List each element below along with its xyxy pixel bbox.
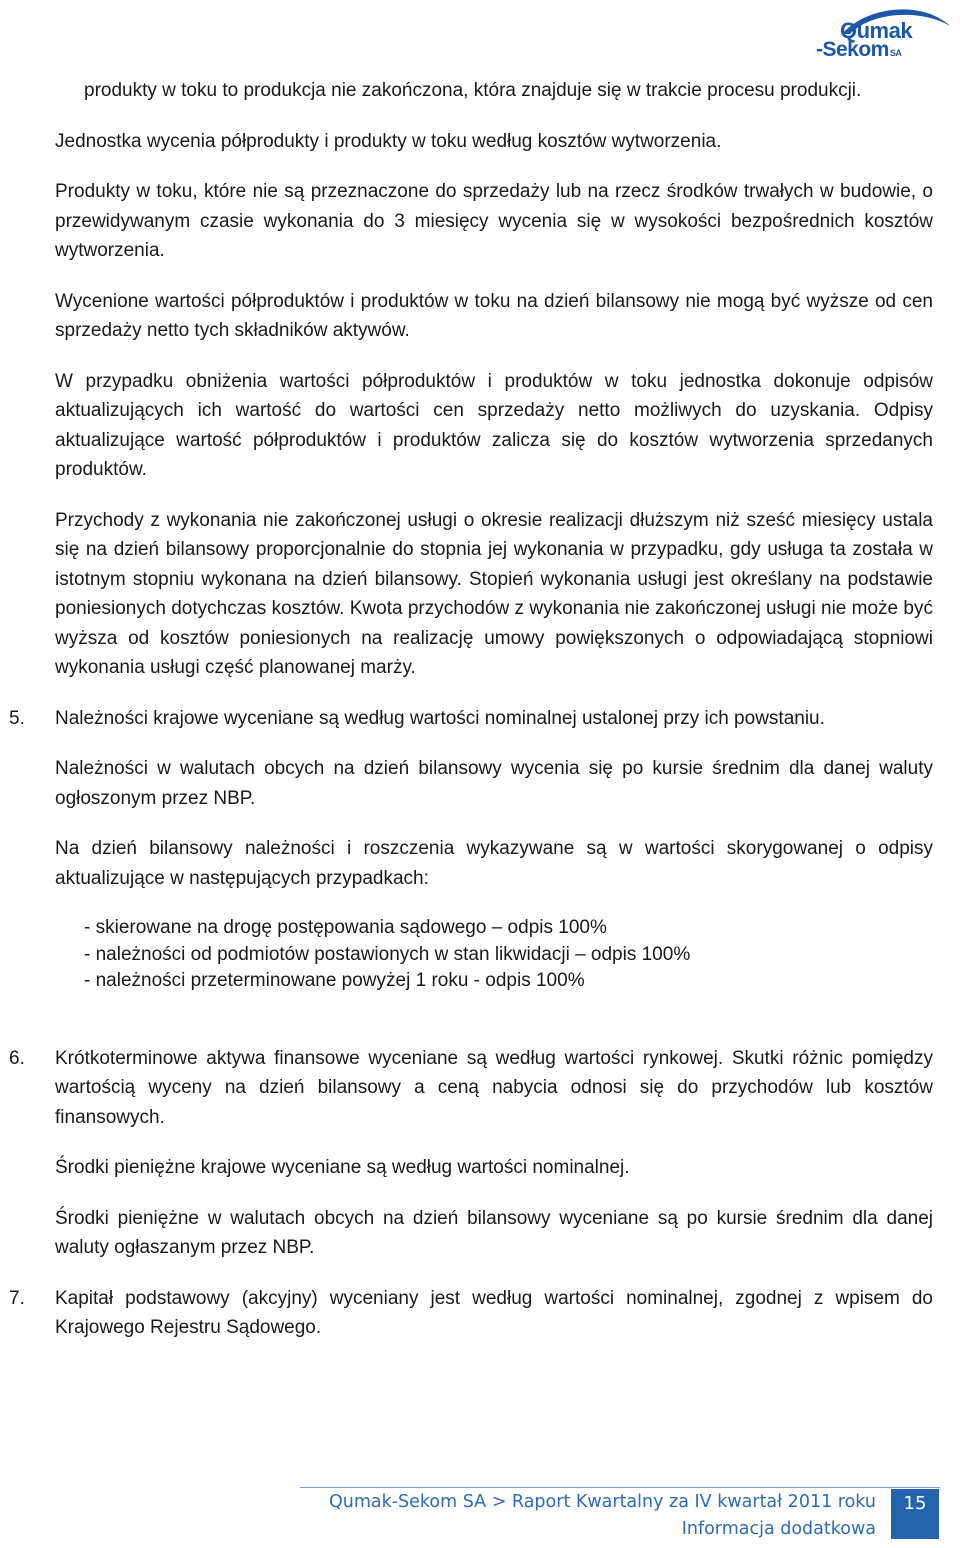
footer-divider xyxy=(300,1487,940,1488)
section-6-cash-domestic: Środki pieniężne krajowe wyceniane są według wartości nominalnej. xyxy=(55,1157,630,1178)
section-5-number: 5. xyxy=(9,707,25,729)
paragraph-valuation-unit: Jednostka wycenia półprodukty i produkty w toku według kosztów wytworzenia. xyxy=(55,130,722,152)
write-off-list xyxy=(84,915,933,995)
list-item: - należności przeterminowane powyżej 1 roku - odpis 100% xyxy=(84,970,585,991)
logo-text-qumak: Qumak xyxy=(840,18,913,43)
footer xyxy=(329,1489,876,1543)
section-6-financial-assets: Krótkoterminowe aktywa finansowe wyceniane są według wartości rynkowej. Skutki różnic pomiędzy wartością wyceny na dzień bilansowy a ceną nabycia odnosi się do przychodów lub kosztów finansowych. xyxy=(55,1047,933,1128)
section-7-number: 7. xyxy=(9,1287,25,1309)
logo-text-sa: SA xyxy=(889,48,902,58)
page-number: 15 xyxy=(891,1489,939,1539)
paragraph-products-not-for-sale: Produkty w toku, które nie są przeznaczone do sprzedaży lub na rzecz środków trwałych w budowie, o przewidywanym czasie wykonania do 3 miesięcy wycenia się w wysokości bezpośrednich kosztów wytworzenia. xyxy=(55,181,933,261)
paragraph-products-in-progress: produkty w toku to produkcja nie zakończona, która znajduje się w trakcie procesu produkcji. xyxy=(84,80,862,101)
section-6-number: 6. xyxy=(9,1047,25,1069)
document-body xyxy=(9,76,933,1343)
paragraph-valuation-limit: Wycenione wartości półproduktów i produktów w toku na dzień bilansowy nie mogą być wyższe od cen sprzedaży netto tych składników aktywów. xyxy=(55,290,933,341)
section-5-receivables-domestic: Należności krajowe wyceniane są według wartości nominalnej ustalonej przy ich powstaniu. xyxy=(55,707,825,729)
section-7-share-capital: Kapitał podstawowy (akcyjny) wyceniany jest według wartości nominalnej, zgodnej z wpisem do Krajowego Rejestru Sądowego. xyxy=(55,1287,933,1338)
list-item: - należności od podmiotów postawionych w stan likwidacji – odpis 100% xyxy=(84,943,691,965)
section-5 xyxy=(9,704,933,734)
section-5-receivables-adjusted: Na dzień bilansowy należności i roszczenia wykazywane są w wartości skorygowanej o odpisy aktualizujące w następujących przypadkach: xyxy=(55,838,933,889)
list-item: - skierowane na drogę postępowania sądowego – odpis 100% xyxy=(84,917,607,938)
footer-section-name: Informacja dodatkowa xyxy=(681,1519,876,1539)
section-6 xyxy=(9,1044,933,1133)
footer-report-title: Qumak-Sekom SA > Raport Kwartalny za IV kwartał 2011 roku xyxy=(328,1492,876,1512)
paragraph-impairment: W przypadku obniżenia wartości półproduktów i produktów w toku jednostka dokonuje odpisów aktualizujących ich wartość do wartości cen sprzedaży netto możliwych do uzyskania. Odpisy aktualizujące wartość półproduktów i produktów zalicza się do kosztów wytworzenia sprzedanych produktów. xyxy=(55,370,933,480)
section-6-cash-foreign: Środki pieniężne w walutach obcych na dzień bilansowy wyceniane są po kursie średnim dla danej waluty ogłaszanym przez NBP. xyxy=(55,1207,933,1258)
section-5-receivables-foreign: Należności w walutach obcych na dzień bilansowy wycenia się po kursie średnim dla danej waluty ogłoszonym przez NBP. xyxy=(55,758,933,809)
company-logo xyxy=(812,4,952,64)
section-7 xyxy=(9,1284,933,1343)
logo-text-sekom: -SekomSA xyxy=(816,38,902,61)
paragraph-service-revenue: Przychody z wykonania nie zakończonej usługi o okresie realizacji dłuższym niż sześć miesięcy ustala się na dzień bilansowy proporcjonalnie do stopnia jej wykonania w przypadku, gdy usługa ta została w istotnym stopniu wykonana na dzień bilansowy. Stopień wykonania usługi jest określany na podstawie poniesionych dotychczas kosztów. Kwota przychodów z wykonania nie zakończonej usługi nie może być wyższa od kosztów poniesionych na realizację umowy powiększonych o odpowiadającą stopniowi wykonania usługi część planowanej marży. xyxy=(55,509,933,678)
